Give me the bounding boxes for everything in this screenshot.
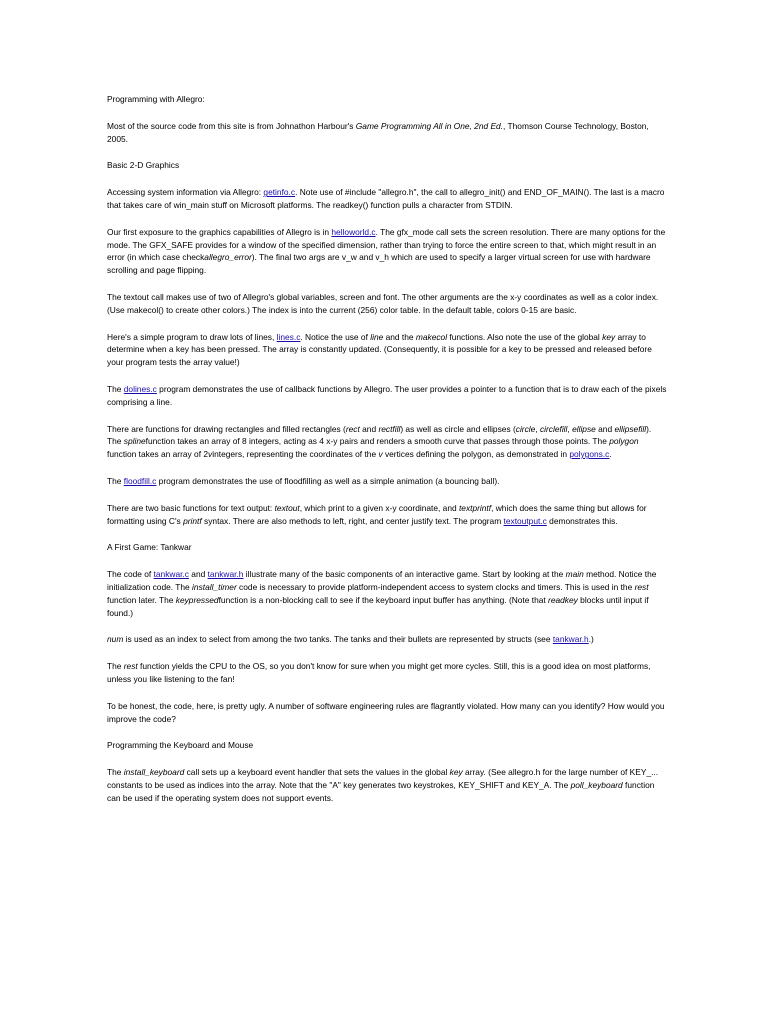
paragraph-intro: Most of the source code from this site is from Johnathon Harbour's Game Programming All in One, 2nd Ed., Thomson Course Technology, Boston, 2005. xyxy=(107,120,649,144)
paragraph-getinfo: Accessing system information via Allegro: getinfo.c. Note use of #include "allegro.h", the call to allegro_init() and END_OF_MAIN(). The last is a macro that takes care of win_main stuff on Microsoft platforms. The readkey() function pulls a character from STDIN. xyxy=(107,187,665,210)
paragraph-keyboard: The install_keyboard call sets up a keyboard event handler that sets the values in the global key array. (See allegro.h for the large number of KEY_... constants to be used as indices into the array. Note that the "A" key generates two keystrokes, KEY_SHIFT and KEY_A. The poll_keyboard function can be used if the operating system does not support events. xyxy=(107,767,659,803)
link-dolines[interactable]: dolines.c xyxy=(123,383,157,394)
link-helloworld[interactable]: helloworld.c xyxy=(331,226,376,237)
link-tankwar-c[interactable]: tankwar.c xyxy=(153,569,189,580)
paragraph-honest: To be honest, the code, here, is pretty ugly. A number of software engineering rules are flagrantly violated. How many can you identify? How would you improve the code? xyxy=(107,700,665,724)
link-floodfill[interactable]: floodfill.c xyxy=(123,475,157,486)
paragraph-lines: Here's a simple program to draw lots of lines, lines.c. Notice the use of line and the makecol functions. Also note the use of the global key array to determine when a key has been pressed. The array is constantly updated. (Consequently, it is possible for a key to be pressed and released before your program tests the array value!) xyxy=(107,331,652,368)
link-polygons[interactable]: polygons.c xyxy=(569,449,610,460)
page-title: Programming with Allegro: xyxy=(107,94,205,104)
paragraph-dolines: The dolines.c program demonstrates the use of callback functions by Allegro. The user provides a pointer to a function that is to draw each of the pixels comprising a line. xyxy=(107,383,667,407)
section-heading-basic-graphics: Basic 2-D Graphics xyxy=(107,160,180,171)
paragraph-shapes: There are functions for drawing rectangles and filled rectangles (rect and rectfill) as well as circle and ellipses (circle, circlefill, ellipse and ellipsefill). The splinefunction takes an array of 8 integers, acting as 4 x-y pairs and renders a smooth curve that passes through those points. The polygon function takes an array of 2vintegers, representing the coordinates of the v vertices defining the polygon, as demonstrated in polygons.c. xyxy=(107,423,652,460)
section-heading-first-game: A First Game: Tankwar xyxy=(107,542,192,553)
link-textoutput[interactable]: textoutput.c xyxy=(503,515,547,526)
paragraph-tankwar: The code of tankwar.c and tankwar.h illustrate many of the basic components of an interactive game. Start by looking at the main method. Notice the initialization code. The install_timer code is necessary to provide platform-independent access to system clocks and timers. This is used in the rest function later. The keypressedfunction is a non-blocking call to see if the keyboard input buffer has anything. (Note that readkey blocks until input if found.) xyxy=(107,569,657,618)
link-getinfo[interactable]: getinfo.c xyxy=(263,187,296,198)
link-lines[interactable]: lines.c xyxy=(276,331,301,342)
paragraph-textoutput: There are two basic functions for text output: textout, which print to a given x-y coordinate, and textprintf, which does the same thing but allows for formatting using C's printf syntax. There are also methods to left, right, and center justify text. The program textoutput.c demonstrates this. xyxy=(107,502,647,526)
paragraph-num: num is used as an index to select from among the two tanks. The tanks and their bullets are represented by structs (see tankwar.h.) xyxy=(107,634,594,645)
link-tankwar-h[interactable]: tankwar.h xyxy=(207,569,244,580)
paragraph-helloworld: Our first exposure to the graphics capabilities of Allegro is in helloworld.c. The gfx_mode call sets the screen resolution. There are many options for the mode. The GFX_SAFE provides for a window of the specified dimension, rather than trying to force the entire screen to that, which might result in an error (in which case checkallegro_error). The final two args are v_w and v_h which are used to specify a larger virtual screen for use with hardware scrolling and page flipping. xyxy=(107,226,666,276)
link-tankwar-h-2[interactable]: tankwar.h xyxy=(552,634,589,645)
paragraph-floodfill: The floodfill.c program demonstrates the use of floodfilling as well as a simple animation (a bouncing ball). xyxy=(107,475,500,486)
section-heading-keyboard-mouse: Programming the Keyboard and Mouse xyxy=(107,740,254,751)
paragraph-textout: The textout call makes use of two of Allegro's global variables, screen and font. The other arguments are the x-y coordinates as well as a color index. (Use makecol() to create other colors.) The index is into the current (256) color table. In the default table, colors 0-15 are basic. xyxy=(107,291,659,315)
document-body xyxy=(107,93,667,804)
paragraph-rest: The rest function yields the CPU to the OS, so you don't know for sure when you might get more cycles. Still, this is a good idea on most platforms, unless you like listening to the fan! xyxy=(107,661,651,684)
